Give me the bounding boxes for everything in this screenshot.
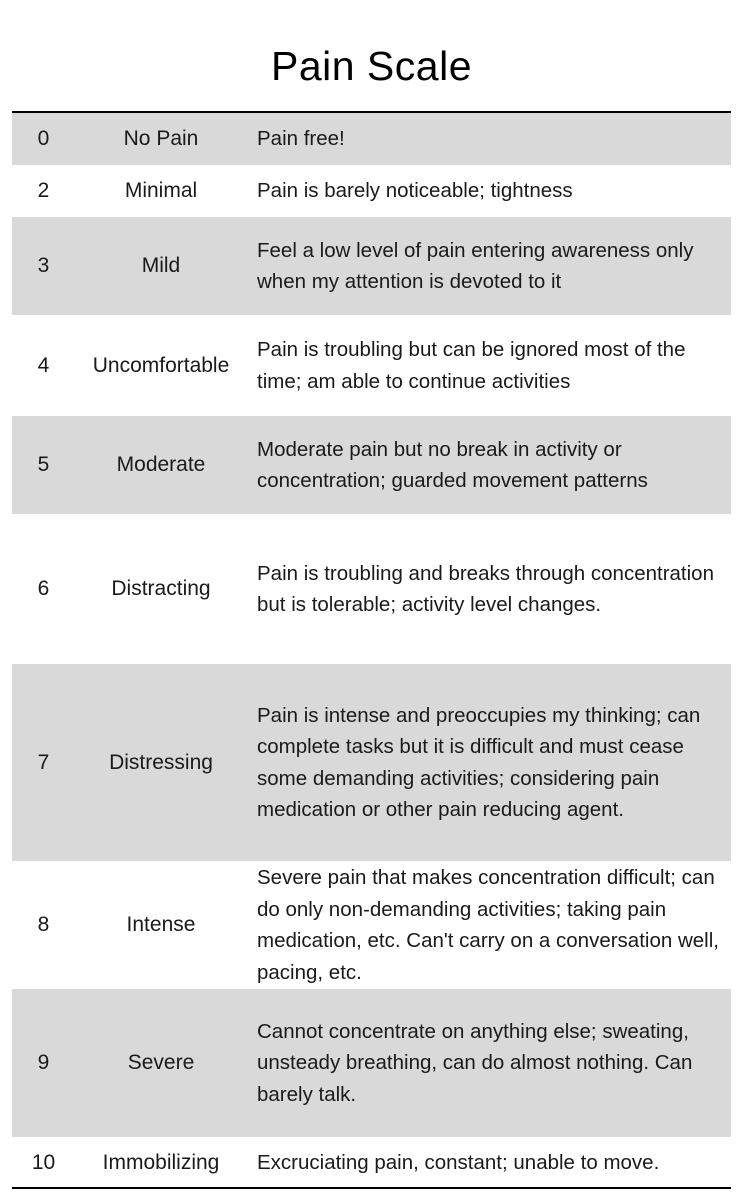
pain-level: 10 bbox=[31, 1151, 56, 1174]
table-row bbox=[12, 987, 731, 1137]
pain-level: 0 bbox=[37, 127, 50, 150]
pain-label: No Pain bbox=[123, 127, 199, 150]
pain-level: 2 bbox=[37, 179, 50, 202]
table-row bbox=[12, 861, 731, 987]
pain-level: 8 bbox=[37, 913, 50, 936]
pain-scale-table bbox=[12, 111, 731, 1189]
table-row bbox=[12, 315, 731, 414]
pain-level: 9 bbox=[37, 1051, 50, 1074]
table-row bbox=[12, 165, 731, 215]
pain-label: Intense bbox=[126, 913, 196, 936]
pain-level: 3 bbox=[37, 254, 50, 277]
pain-level: 7 bbox=[37, 750, 50, 774]
pain-label: Mild bbox=[141, 254, 181, 277]
table-row bbox=[12, 113, 731, 165]
table-row bbox=[12, 1137, 731, 1187]
pain-description: Moderate pain but no break in activity or concentration; guarded movement patterns bbox=[257, 437, 648, 492]
pain-description: Cannot concentrate on anything else; sweating, unsteady breathing, can do almost nothing. Can barely talk. bbox=[257, 1019, 693, 1106]
pain-description: Feel a low level of pain entering awareness only when my attention is devoted to it bbox=[257, 238, 694, 293]
pain-description: Excruciating pain, constant; unable to move. bbox=[257, 1151, 660, 1175]
pain-level: 6 bbox=[37, 577, 50, 600]
pain-description: Pain is troubling but can be ignored most of the time; am able to continue activities bbox=[257, 338, 686, 393]
table-row bbox=[12, 662, 731, 861]
pain-level: 5 bbox=[37, 453, 50, 476]
pain-label: Moderate bbox=[116, 453, 206, 476]
pain-label: Uncomfortable bbox=[92, 353, 230, 377]
table-row bbox=[12, 414, 731, 514]
pain-description: Pain is troubling and breaks through concentration but is tolerable; activity level changes. bbox=[257, 561, 714, 616]
pain-label: Distracting bbox=[111, 577, 211, 600]
pain-description: Pain is intense and preoccupies my thinking; can complete tasks but it is difficult and must cease some demanding activities; considering pain medication or other pain reducing agent. bbox=[257, 703, 701, 821]
pain-description: Severe pain that makes concentration difficult; can do only non-demanding activities; taking pain medication, etc. Can't carry on a conversation well, pacing, etc. bbox=[257, 866, 719, 984]
pain-label: Distressing bbox=[109, 750, 213, 774]
pain-label: Immobilizing bbox=[102, 1151, 220, 1174]
table-row bbox=[12, 215, 731, 315]
pain-level: 4 bbox=[37, 353, 50, 377]
pain-label: Minimal bbox=[124, 179, 198, 202]
pain-description: Pain is barely noticeable; tightness bbox=[257, 179, 573, 203]
table-row bbox=[12, 514, 731, 662]
pain-description: Pain free! bbox=[257, 127, 345, 151]
page-title: Pain Scale bbox=[270, 43, 472, 89]
pain-label: Severe bbox=[127, 1051, 195, 1074]
